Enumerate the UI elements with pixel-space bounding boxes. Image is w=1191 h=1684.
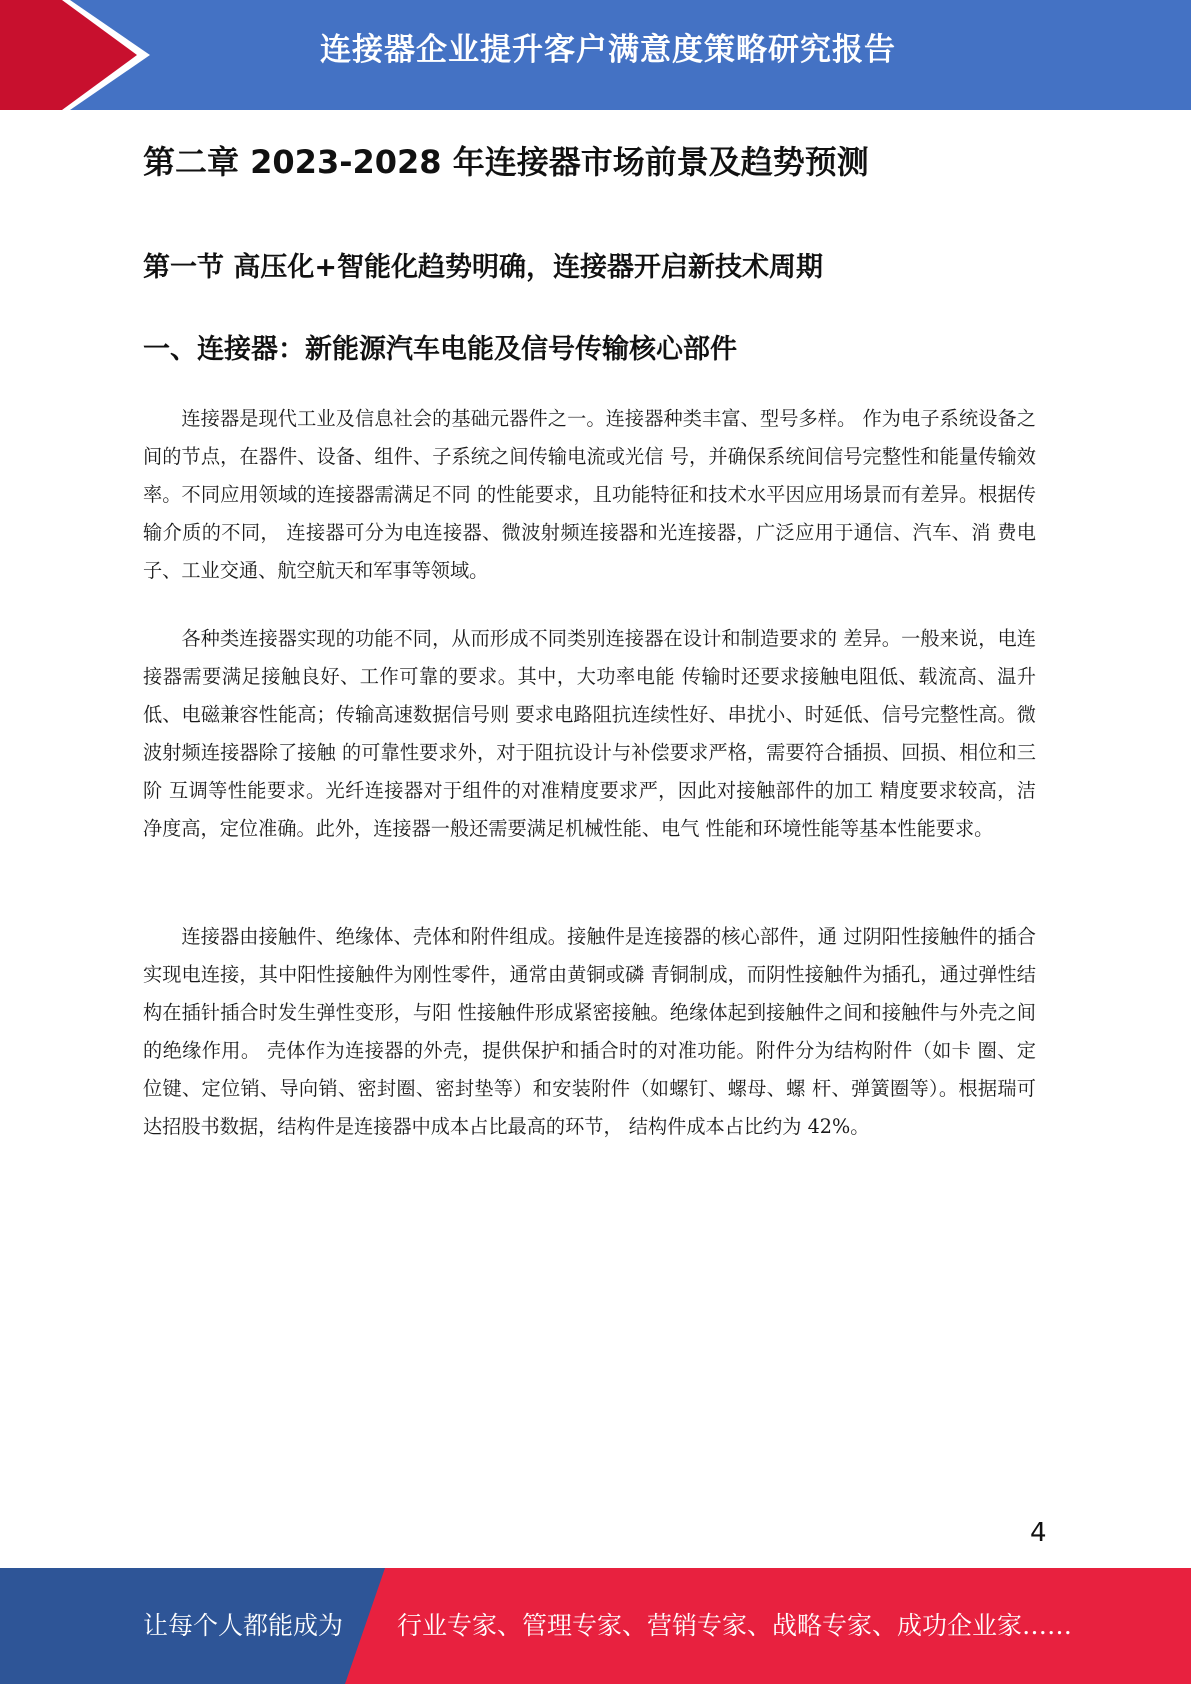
section-title: 第一节 高压化+智能化趋势明确，连接器开启新技术周期 xyxy=(143,252,824,283)
page-number: 4 xyxy=(1030,1518,1047,1548)
subsection-title: 一、连接器：新能源汽车电能及信号传输核心部件 xyxy=(143,334,737,365)
paragraph-2: 各种类连接器实现的功能不同，从而形成不同类别连接器在设计和制造要求的 差异。一般来说，电连接器需要满足接触良好、工作可靠的要求。其中，大功率电能 传输时还要求接触电阻低、载流高、温升低、电磁兼容性能高；传输高速数据信号则 要求电路阻抗连续性好、串扰小、时延低、信号完整性高。微波射频连接器除了接触 的可靠性要求外，对于阻抗设计与补偿要求严格，需要符合插损、回损、相位和三阶 互调等性能要求。光纤连接器对于组件的对准精度要求严，因此对接触部件的加工 精度要求较高，洁净度高，定位准确。此外，连接器一般还需要满足机械性能、电气 性能和环境性能等基本性能要求。 xyxy=(143,627,1036,840)
header-banner xyxy=(0,0,1191,110)
chapter-title: 第二章 2023-2028 年连接器市场前景及趋势预测 xyxy=(143,143,869,181)
paragraph-3: 连接器由接触件、绝缘体、壳体和附件组成。接触件是连接器的核心部件，通 过阴阳性接触件的插合实现电连接，其中阳性接触件为刚性零件，通常由黄铜或磷 青铜制成，而阴性接触件为插孔，通过弹性结构在插针插合时发生弹性变形，与阳 性接触件形成紧密接触。绝缘体起到接触件之间和接触件与外壳之间的绝缘作用。 壳体作为连接器的外壳，提供保护和插合时的对准功能。附件分为结构附件（如卡 圈、定位键、定位销、导向销、密封圈、密封垫等）和安装附件（如螺钉、螺母、螺 杆、弹簧圈等）。根据瑞可达招股书数据，结构件是连接器中成本占比最高的环节， 结构件成本占比约为 42%。 xyxy=(143,925,1036,1138)
footer-slogan-left: 让每个人都能成为 xyxy=(143,1611,344,1640)
header-title: 连接器企业提升客户满意度策略研究报告 xyxy=(320,32,896,68)
paragraph-1: 连接器是现代工业及信息社会的基础元器件之一。连接器种类丰富、型号多样。 作为电子系统设备之间的节点，在器件、设备、组件、子系统之间传输电流或光信 号，并确保系统间信号完整性和能量传输效率。不同应用领域的连接器需满足不同 的性能要求，且功能特征和技术水平因应用场景而有差异。根据传输介质的不同， 连接器可分为电连接器、微波射频连接器和光连接器，广泛应用于通信、汽车、消 费电子、工业交通、航空航天和军事等领域。 xyxy=(143,407,1036,582)
footer-slogan-right: 行业专家、管理专家、营销专家、战略专家、成功企业家…… xyxy=(397,1611,1073,1640)
footer-banner xyxy=(0,1568,1191,1684)
